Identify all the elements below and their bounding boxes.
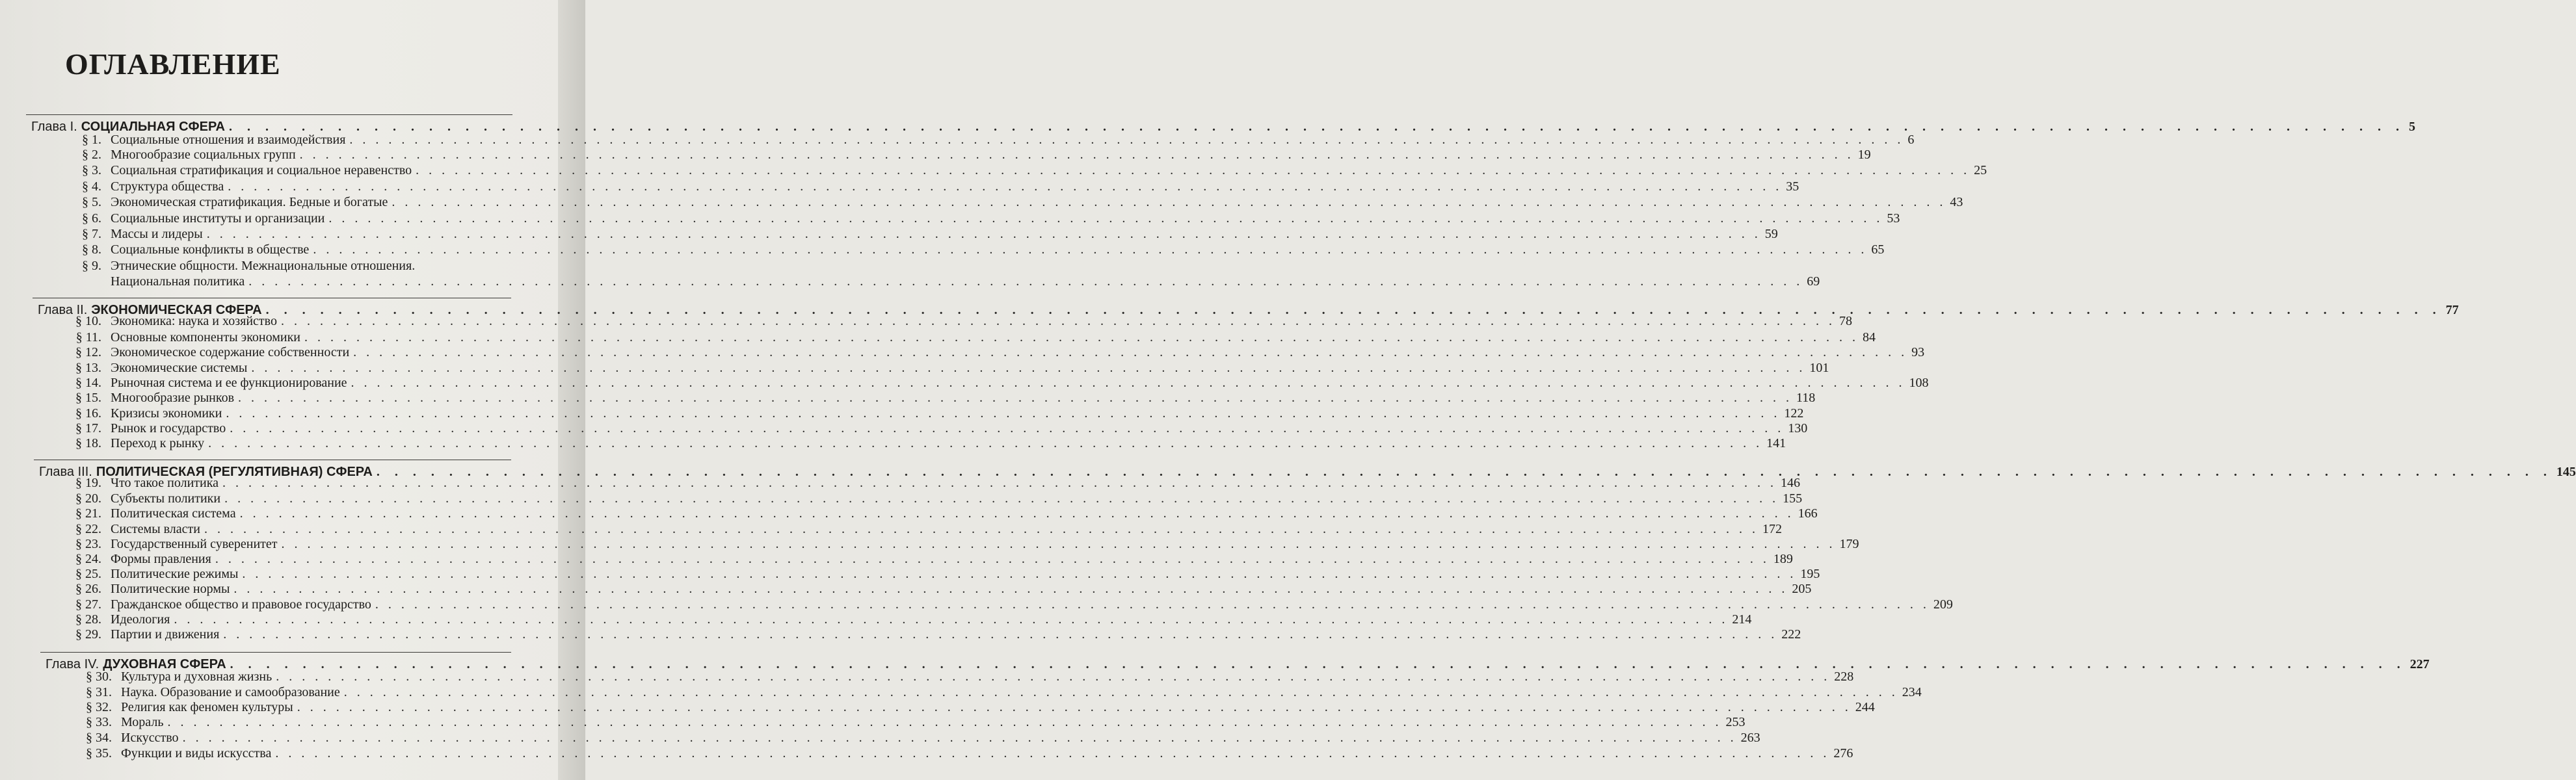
section-number: § 1. [82, 133, 101, 147]
chapter-rule [40, 652, 511, 653]
section-number: § 15. [75, 391, 101, 405]
section-title: Наука. Образование и самообразование [121, 685, 340, 699]
leader-dots: . . . . . . . . . . . . . . . . . . . . . . . . . . . . . . . . . . . . . . . . . . . . . . . . . . . . . . . . . . . . . . . . . . . . . . . . . . . . . . . . . . . . . . . . . . . . . . . . . . . . . . . . . . . . . . . . . . . . . . . . [208, 436, 1763, 450]
section-title: Этнические общности. Межнациональные отношения. [111, 259, 416, 273]
section-title: Политические режимы [111, 567, 239, 581]
section-number: § 4. [82, 179, 101, 194]
section-number: § 28. [75, 612, 101, 627]
section-title: Функции и виды искусства [121, 746, 272, 760]
section-number: § 14. [75, 376, 101, 390]
toc-entry[interactable] [78, 670, 1854, 684]
section-page-number: 93 [1911, 345, 1925, 359]
leader-dots: . . . . . . . . . . . . . . . . . . . . . . . . . . . . . . . . . . . . . . . . . . . . . . . . . . . . . . . . . . . . . . . . . . . . . . . . . . . . . . . . . . . . . . . . . . . . . . . . . . . . . . . . . . . . . . . . . . . . . . . . [416, 163, 1971, 177]
section-title: Социальные институты и организации [111, 211, 325, 226]
section-title: Партии и движения [111, 627, 220, 642]
section-number: § 13. [75, 361, 101, 375]
toc-entry[interactable] [68, 163, 1987, 177]
leader-dots: . . . . . . . . . . . . . . . . . . . . . . . . . . . . . . . . . . . . . . . . . . . . . . . . . . . . . . . . . . . . . . . . . . . . . . . . . . . . . . . . . . . . . . . . . . . . . . . . . . . . . . . . . . . . . . . . . . . . . . . . [251, 361, 1806, 375]
section-number: § 6. [82, 211, 101, 226]
section-number: § 20. [75, 491, 101, 506]
toc-entry[interactable] [68, 330, 1876, 344]
toc-entry[interactable] [68, 491, 1803, 506]
toc-entry[interactable] [68, 195, 1963, 209]
section-page-number: 205 [1792, 582, 1812, 596]
page-title: ОГЛАВЛЕНИЕ [65, 47, 281, 81]
section-number: § 17. [75, 421, 101, 436]
section-number: § 22. [75, 522, 101, 536]
leader-dots: . . . . . . . . . . . . . . . . . . . . . . . . . . . . . . . . . . . . . . . . . . . . . . . . . . . . . . . . . . . . . . . . . . . . . . . . . . . . . . . . . . . . . . . . . . . . . . . . . . . . . . . . . . . . . . . . . . . . . . . . [223, 627, 1778, 642]
section-number: § 2. [82, 148, 101, 162]
leader-dots: . . . . . . . . . . . . . . . . . . . . . . . . . . . . . . . . . . . . . . . . . . . . . . . . . . . . . . . . . . . . . . . . . . . . . . . . . . . . . . . . . . . . . . . . . . . . . . . . . . . . . . . . . . . . . . . . . . . . . . . . [349, 133, 1904, 147]
section-page-number: 84 [1863, 330, 1876, 344]
section-title: Экономическое содержание собственности [111, 345, 350, 359]
section-number: § 19. [75, 476, 101, 490]
section-number: § 26. [75, 582, 101, 596]
leader-dots: . . . . . . . . . . . . . . . . . . . . . . . . . . . . . . . . . . . . . . . . . . . . . . . . . . . . . . . . . . . . . . . . . . . . . . . . . . . . . . . . . . . . . . . . . . . . . . . . . . . . . . . . . . . . . . . . . . . . . . . . [226, 406, 1781, 421]
section-title: Идеология [111, 612, 170, 627]
section-title: Субъекты политики [111, 491, 221, 506]
leader-dots: . . . . . . . . . . . . . . . . . . . . . . . . . . . . . . . . . . . . . . . . . . . . . . . . . . . . . . . . . . . . . . . . . . . . . . . . . . . . . . . . . . . . . . . . . . . . . . . . . . . . . . . . . . . . . . . . . . . . . . . . [276, 670, 1831, 684]
section-number: § 12. [75, 345, 101, 359]
chapter-label: Глава IV. [46, 657, 100, 671]
leader-dots: . . . . . . . . . . . . . . . . . . . . . . . . . . . . . . . . . . . . . . . . . . . . . . . . . . . . . . . . . . . . . . . . . . . . . . . . . . . . . . . . . . . . . . . . . . . . . . . . . . . . . . . . . . . . . . . . . . . . . . . . [239, 506, 1794, 521]
leader-dots: . . . . . . . . . . . . . . . . . . . . . . . . . . . . . . . . . . . . . . . . . . . . . . . . . . . . . . . . . . . . . . . . . . . . . . . . . . . . . . . . . . . . . . . . . . . . . . . . . . . . . . . . . . . . . . . . . . . . . . . . [204, 522, 1759, 536]
leader-dots: . . . . . . . . . . . . . . . . . . . . . . . . . . . . . . . . . . . . . . . . . . . . . . . . . . . . . . . . . . . . . . . . . . . . . . . . . . . . . . . . . . . . . . . . . . . . . . . . . . . . . . . . . . . . . . . . . . . . . . . . [297, 700, 1852, 714]
section-title: Политическая система [111, 506, 236, 521]
leader-dots: . . . . . . . . . . . . . . . . . . . . . . . . . . . . . . . . . . . . . . . . . . . . . . . . . . . . . . . . . . . . . . . . . . . . . . . . . . . . . . . . . . . . . . . . . . . . . . . . . . . . . . . . . . . . . . . . . . . . . . . . [265, 303, 2442, 317]
leader-dots: . . . . . . . . . . . . . . . . . . . . . . . . . . . . . . . . . . . . . . . . . . . . . . . . . . . . . . . . . . . . . . . . . . . . . . . . . . . . . . . . . . . . . . . . . . . . . . . . . . . . . . . . . . . . . . . . . . . . . . . . [376, 465, 2553, 479]
leader-dots: . . . . . . . . . . . . . . . . . . . . . . . . . . . . . . . . . . . . . . . . . . . . . . . . . . . . . . . . . . . . . . . . . . . . . . . . . . . . . . . . . . . . . . . . . . . . . . . . . . . . . . . . . . . . . . . . . . . . . . . . [275, 746, 1830, 760]
section-page-number: 130 [1788, 421, 1808, 436]
section-number: § 30. [86, 670, 112, 684]
section-title: Гражданское общество и правовое государство [111, 597, 371, 612]
chapter-label: Глава III. [39, 465, 92, 479]
toc-entry[interactable] [68, 522, 1782, 536]
section-title: Многообразие рынков [111, 391, 235, 405]
section-page-number: 172 [1762, 522, 1782, 536]
section-page-number: 146 [1781, 476, 1801, 490]
section-title: Рыночная система и ее функционирование [111, 376, 347, 390]
section-title: Религия как феномен культуры [121, 700, 293, 714]
leader-dots: . . . . . . . . . . . . . . . . . . . . . . . . . . . . . . . . . . . . . . . . . . . . . . . . . . . . . . . . . . . . . . . . . . . . . . . . . . . . . . . . . . . . . . . . . . . . . . . . . . . . . . . . . . . . . . . . . . . . . . . . [206, 227, 1761, 241]
section-page-number: 43 [1950, 195, 1963, 209]
chapter-label: Глава II. [38, 303, 88, 317]
toc-entry[interactable] [78, 685, 1922, 699]
section-title: Мораль [121, 715, 164, 729]
toc-entry[interactable] [68, 597, 1953, 612]
section-page-number: 263 [1740, 731, 1760, 745]
chapter-name: СОЦИАЛЬНАЯ СФЕРА [81, 120, 225, 134]
leader-dots: . . . . . . . . . . . . . . . . . . . . . . . . . . . . . . . . . . . . . . . . . . . . . . . . . . . . . . . . . . . . . . . . . . . . . . . . . . . . . . . . . . . . . . . . . . . . . . . . . . . . . . . . . . . . . . . . . . . . . . . . [304, 330, 1859, 344]
leader-dots: . . . . . . . . . . . . . . . . . . . . . . . . . . . . . . . . . . . . . . . . . . . . . . . . . . . . . . . . . . . . . . . . . . . . . . . . . . . . . . . . . . . . . . . . . . . . . . . . . . . . . . . . . . . . . . . . . . . . . . . . [351, 376, 1905, 390]
chapter-name: ДУХОВНАЯ СФЕРА [103, 657, 226, 671]
leader-dots: . . . . . . . . . . . . . . . . . . . . . . . . . . . . . . . . . . . . . . . . . . . . . . . . . . . . . . . . . . . . . . . . . . . . . . . . . . . . . . . . . . . . . . . . . . . . . . . . . . . . . . . . . . . . . . . . . . . . . . . . [299, 148, 1854, 162]
chapter-name: ЭКОНОМИЧЕСКАЯ СФЕРА [91, 303, 262, 317]
leader-dots: . . . . . . . . . . . . . . . . . . . . . . . . . . . . . . . . . . . . . . . . . . . . . . . . . . . . . . . . . . . . . . . . . . . . . . . . . . . . . . . . . . . . . . . . . . . . . . . . . . . . . . . . . . . . . . . . . . . . . . . . [375, 597, 1930, 612]
section-page-number: 19 [1857, 148, 1871, 162]
section-number: § 18. [75, 436, 101, 450]
section-page-number: 244 [1855, 700, 1875, 714]
leader-dots: . . . . . . . . . . . . . . . . . . . . . . . . . . . . . . . . . . . . . . . . . . . . . . . . . . . . . . . . . . . . . . . . . . . . . . . . . . . . . . . . . . . . . . . . . . . . . . . . . . . . . . . . . . . . . . . . . . . . . . . . [233, 582, 1788, 596]
section-page-number: 234 [1902, 685, 1922, 699]
toc-entry[interactable] [68, 345, 1925, 359]
section-page-number: 25 [1974, 163, 1987, 177]
section-page-number: 141 [1766, 436, 1786, 450]
toc-entry[interactable] [78, 700, 1875, 714]
chapter-page-number: 5 [2408, 120, 2415, 134]
toc-entry[interactable] [68, 179, 1799, 194]
section-page-number: 166 [1798, 506, 1818, 521]
chapter-label: Глава I. [31, 120, 77, 134]
toc-entry[interactable] [78, 746, 1853, 760]
section-title: Экономика: наука и хозяйство [111, 314, 277, 328]
leader-dots: . . . . . . . . . . . . . . . . . . . . . . . . . . . . . . . . . . . . . . . . . . . . . . . . . . . . . . . . . . . . . . . . . . . . . . . . . . . . . . . . . . . . . . . . . . . . . . . . . . . . . . . . . . . . . . . . . . . . . . . . [280, 314, 1835, 328]
section-number: § 16. [75, 406, 101, 421]
section-page-number: 214 [1732, 612, 1752, 627]
toc-entry[interactable] [68, 612, 1752, 627]
section-number: § 23. [75, 537, 101, 551]
toc-entry[interactable] [68, 148, 1871, 162]
section-title: Социальные конфликты в обществе [111, 242, 310, 257]
section-page-number: 189 [1773, 552, 1793, 566]
section-page-number: 276 [1833, 746, 1853, 760]
leader-dots: . . . . . . . . . . . . . . . . . . . . . . . . . . . . . . . . . . . . . . . . . . . . . . . . . . . . . . . . . . . . . . . . . . . . . . . . . . . . . . . . . . . . . . . . . . . . . . . . . . . . . . . . . . . . . . . . . . . . . . . . [353, 345, 1908, 359]
toc-entry[interactable] [68, 627, 1801, 642]
section-page-number: 53 [1887, 211, 1900, 226]
section-title: Политические нормы [111, 582, 230, 596]
section-page-number: 108 [1909, 376, 1929, 390]
toc-entry[interactable] [68, 211, 1900, 226]
section-number: § 24. [75, 552, 101, 566]
section-title: Социальная стратификация и социальное неравенство [111, 163, 412, 177]
section-title: Переход к рынку [111, 436, 205, 450]
leader-dots: . . . . . . . . . . . . . . . . . . . . . . . . . . . . . . . . . . . . . . . . . . . . . . . . . . . . . . . . . . . . . . . . . . . . . . . . . . . . . . . . . . . . . . . . . . . . . . . . . . . . . . . . . . . . . . . . . . . . . . . . [328, 211, 1883, 226]
section-number: § 29. [75, 627, 101, 642]
chapter-rule [26, 114, 512, 115]
leader-dots: . . . . . . . . . . . . . . . . . . . . . . . . . . . . . . . . . . . . . . . . . . . . . . . . . . . . . . . . . . . . . . . . . . . . . . . . . . . . . . . . . . . . . . . . . . . . . . . . . . . . . . . . . . . . . . . . . . . . . . . . [228, 179, 1783, 194]
leader-dots: . . . . . . . . . . . . . . . . . . . . . . . . . . . . . . . . . . . . . . . . . . . . . . . . . . . . . . . . . . . . . . . . . . . . . . . . . . . . . . . . . . . . . . . . . . . . . . . . . . . . . . . . . . . . . . . . . . . . . . . . [230, 421, 1785, 436]
leader-dots: . . . . . . . . . . . . . . . . . . . . . . . . . . . . . . . . . . . . . . . . . . . . . . . . . . . . . . . . . . . . . . . . . . . . . . . . . . . . . . . . . . . . . . . . . . . . . . . . . . . . . . . . . . . . . . . . . . . . . . . . [222, 476, 1777, 490]
leader-dots: . . . . . . . . . . . . . . . . . . . . . . . . . . . . . . . . . . . . . . . . . . . . . . . . . . . . . . . . . . . . . . . . . . . . . . . . . . . . . . . . . . . . . . . . . . . . . . . . . . . . . . . . . . . . . . . . . . . . . . . . [228, 120, 2405, 134]
section-title: Что такое политика [111, 476, 219, 490]
section-number: § 35. [86, 746, 112, 760]
toc-entry[interactable] [68, 582, 1812, 596]
section-title: Экономические системы [111, 361, 248, 375]
section-number: § 25. [75, 567, 101, 581]
toc-entry[interactable] [68, 537, 1859, 551]
toc-entry[interactable] [68, 227, 1778, 241]
section-number: § 5. [82, 195, 101, 209]
chapter-name: ПОЛИТИЧЕСКАЯ (РЕГУЛЯТИВНАЯ) СФЕРА [96, 465, 373, 479]
section-number: § 31. [86, 685, 112, 699]
toc-entry[interactable] [68, 506, 1818, 521]
section-title: Основные компоненты экономики [111, 330, 301, 344]
section-page-number: 6 [1907, 133, 1915, 147]
section-page-number: 69 [1807, 274, 1820, 289]
section-page-number: 118 [1796, 391, 1816, 405]
section-title: Социальные отношения и взаимодействия [111, 133, 346, 147]
section-page-number: 253 [1725, 715, 1746, 729]
chapter-page-number: 145 [2556, 465, 2576, 479]
section-number: § 10. [75, 314, 101, 328]
toc-entry[interactable] [78, 731, 1760, 745]
section-number: § 33. [86, 715, 112, 729]
leader-dots: . . . . . . . . . . . . . . . . . . . . . . . . . . . . . . . . . . . . . . . . . . . . . . . . . . . . . . . . . . . . . . . . . . . . . . . . . . . . . . . . . . . . . . . . . . . . . . . . . . . . . . . . . . . . . . . . . . . . . . . . [313, 242, 1868, 257]
section-title-continued: Национальная политика [111, 274, 245, 289]
leader-dots: . . . . . . . . . . . . . . . . . . . . . . . . . . . . . . . . . . . . . . . . . . . . . . . . . . . . . . . . . . . . . . . . . . . . . . . . . . . . . . . . . . . . . . . . . . . . . . . . . . . . . . . . . . . . . . . . . . . . . . . . [230, 657, 2406, 671]
section-page-number: 59 [1764, 227, 1778, 241]
section-page-number: 101 [1809, 361, 1829, 375]
toc-entry[interactable] [68, 436, 1786, 450]
leader-dots: . . . . . . . . . . . . . . . . . . . . . . . . . . . . . . . . . . . . . . . . . . . . . . . . . . . . . . . . . . . . . . . . . . . . . . . . . . . . . . . . . . . . . . . . . . . . . . . . . . . . . . . . . . . . . . . . . . . . . . . . [343, 685, 1898, 699]
section-number: § 21. [75, 506, 101, 521]
chapter-page-number: 227 [2410, 657, 2430, 671]
section-title: Формы правления [111, 552, 211, 566]
section-title: Структура общества [111, 179, 224, 194]
toc-entry[interactable] [68, 314, 1852, 328]
section-page-number: 179 [1839, 537, 1859, 551]
section-page-number: 35 [1786, 179, 1799, 194]
toc-entry[interactable] [68, 376, 1929, 390]
leader-dots: . . . . . . . . . . . . . . . . . . . . . . . . . . . . . . . . . . . . . . . . . . . . . . . . . . . . . . . . . . . . . . . . . . . . . . . . . . . . . . . . . . . . . . . . . . . . . . . . . . . . . . . . . . . . . . . . . . . . . . . . [215, 552, 1770, 566]
section-page-number: 65 [1871, 242, 1885, 257]
leader-dots: . . . . . . . . . . . . . . . . . . . . . . . . . . . . . . . . . . . . . . . . . . . . . . . . . . . . . . . . . . . . . . . . . . . . . . . . . . . . . . . . . . . . . . . . . . . . . . . . . . . . . . . . . . . . . . . . . . . . . . . . [174, 612, 1729, 627]
section-number: § 11. [75, 330, 101, 344]
toc-entry[interactable] [68, 567, 1820, 581]
toc-entry[interactable] [78, 715, 1746, 729]
section-title: Государственный суверенитет [111, 537, 278, 551]
toc-entry[interactable] [68, 133, 1915, 147]
section-page-number: 228 [1834, 670, 1854, 684]
section-page-number: 195 [1800, 567, 1820, 581]
chapter-heading[interactable] [31, 120, 2415, 134]
section-title: Культура и духовная жизнь [121, 670, 272, 684]
section-page-number: 209 [1933, 597, 1953, 612]
toc-entry[interactable] [68, 552, 1793, 566]
leader-dots: . . . . . . . . . . . . . . . . . . . . . . . . . . . . . . . . . . . . . . . . . . . . . . . . . . . . . . . . . . . . . . . . . . . . . . . . . . . . . . . . . . . . . . . . . . . . . . . . . . . . . . . . . . . . . . . . . . . . . . . . [182, 731, 1737, 745]
section-page-number: 78 [1839, 314, 1852, 328]
leader-dots: . . . . . . . . . . . . . . . . . . . . . . . . . . . . . . . . . . . . . . . . . . . . . . . . . . . . . . . . . . . . . . . . . . . . . . . . . . . . . . . . . . . . . . . . . . . . . . . . . . . . . . . . . . . . . . . . . . . . . . . . [242, 567, 1797, 581]
leader-dots: . . . . . . . . . . . . . . . . . . . . . . . . . . . . . . . . . . . . . . . . . . . . . . . . . . . . . . . . . . . . . . . . . . . . . . . . . . . . . . . . . . . . . . . . . . . . . . . . . . . . . . . . . . . . . . . . . . . . . . . . [167, 715, 1722, 729]
toc-entry[interactable] [68, 476, 1801, 490]
leader-dots: . . . . . . . . . . . . . . . . . . . . . . . . . . . . . . . . . . . . . . . . . . . . . . . . . . . . . . . . . . . . . . . . . . . . . . . . . . . . . . . . . . . . . . . . . . . . . . . . . . . . . . . . . . . . . . . . . . . . . . . . [392, 195, 1946, 209]
section-page-number: 155 [1783, 491, 1803, 506]
leader-dots: . . . . . . . . . . . . . . . . . . . . . . . . . . . . . . . . . . . . . . . . . . . . . . . . . . . . . . . . . . . . . . . . . . . . . . . . . . . . . . . . . . . . . . . . . . . . . . . . . . . . . . . . . . . . . . . . . . . . . . . . [281, 537, 1836, 551]
toc-entry[interactable] [68, 259, 507, 273]
section-number: § 32. [86, 700, 112, 714]
section-title: Искусство [121, 731, 179, 745]
chapter-page-number: 77 [2445, 303, 2459, 317]
section-number: § 27. [75, 597, 101, 612]
toc-entry[interactable] [68, 421, 1808, 436]
section-number: § 9. [82, 259, 101, 273]
section-number: § 8. [82, 242, 101, 257]
toc-entry-continuation [111, 274, 1820, 289]
leader-dots: . . . . . . . . . . . . . . . . . . . . . . . . . . . . . . . . . . . . . . . . . . . . . . . . . . . . . . . . . . . . . . . . . . . . . . . . . . . . . . . . . . . . . . . . . . . . . . . . . . . . . . . . . . . . . . . . . . . . . . . . [248, 274, 1803, 289]
toc-entry[interactable] [68, 406, 1804, 421]
section-page-number: 222 [1781, 627, 1801, 642]
section-title: Массы и лидеры [111, 227, 203, 241]
section-title: Кризисы экономики [111, 406, 222, 421]
toc-entry[interactable] [68, 361, 1829, 375]
section-title: Многообразие социальных групп [111, 148, 296, 162]
section-number: § 3. [82, 163, 101, 177]
section-title: Системы власти [111, 522, 200, 536]
leader-dots: . . . . . . . . . . . . . . . . . . . . . . . . . . . . . . . . . . . . . . . . . . . . . . . . . . . . . . . . . . . . . . . . . . . . . . . . . . . . . . . . . . . . . . . . . . . . . . . . . . . . . . . . . . . . . . . . . . . . . . . . [224, 491, 1779, 506]
toc-entry[interactable] [68, 242, 1885, 257]
section-page-number: 122 [1784, 406, 1804, 421]
section-title: Экономическая стратификация. Бедные и богатые [111, 195, 388, 209]
section-title: Рынок и государство [111, 421, 226, 436]
leader-dots: . . . . . . . . . . . . . . . . . . . . . . . . . . . . . . . . . . . . . . . . . . . . . . . . . . . . . . . . . . . . . . . . . . . . . . . . . . . . . . . . . . . . . . . . . . . . . . . . . . . . . . . . . . . . . . . . . . . . . . . . [238, 391, 1793, 405]
section-number: § 7. [82, 227, 101, 241]
section-number: § 34. [86, 731, 112, 745]
toc-entry[interactable] [68, 391, 1816, 405]
